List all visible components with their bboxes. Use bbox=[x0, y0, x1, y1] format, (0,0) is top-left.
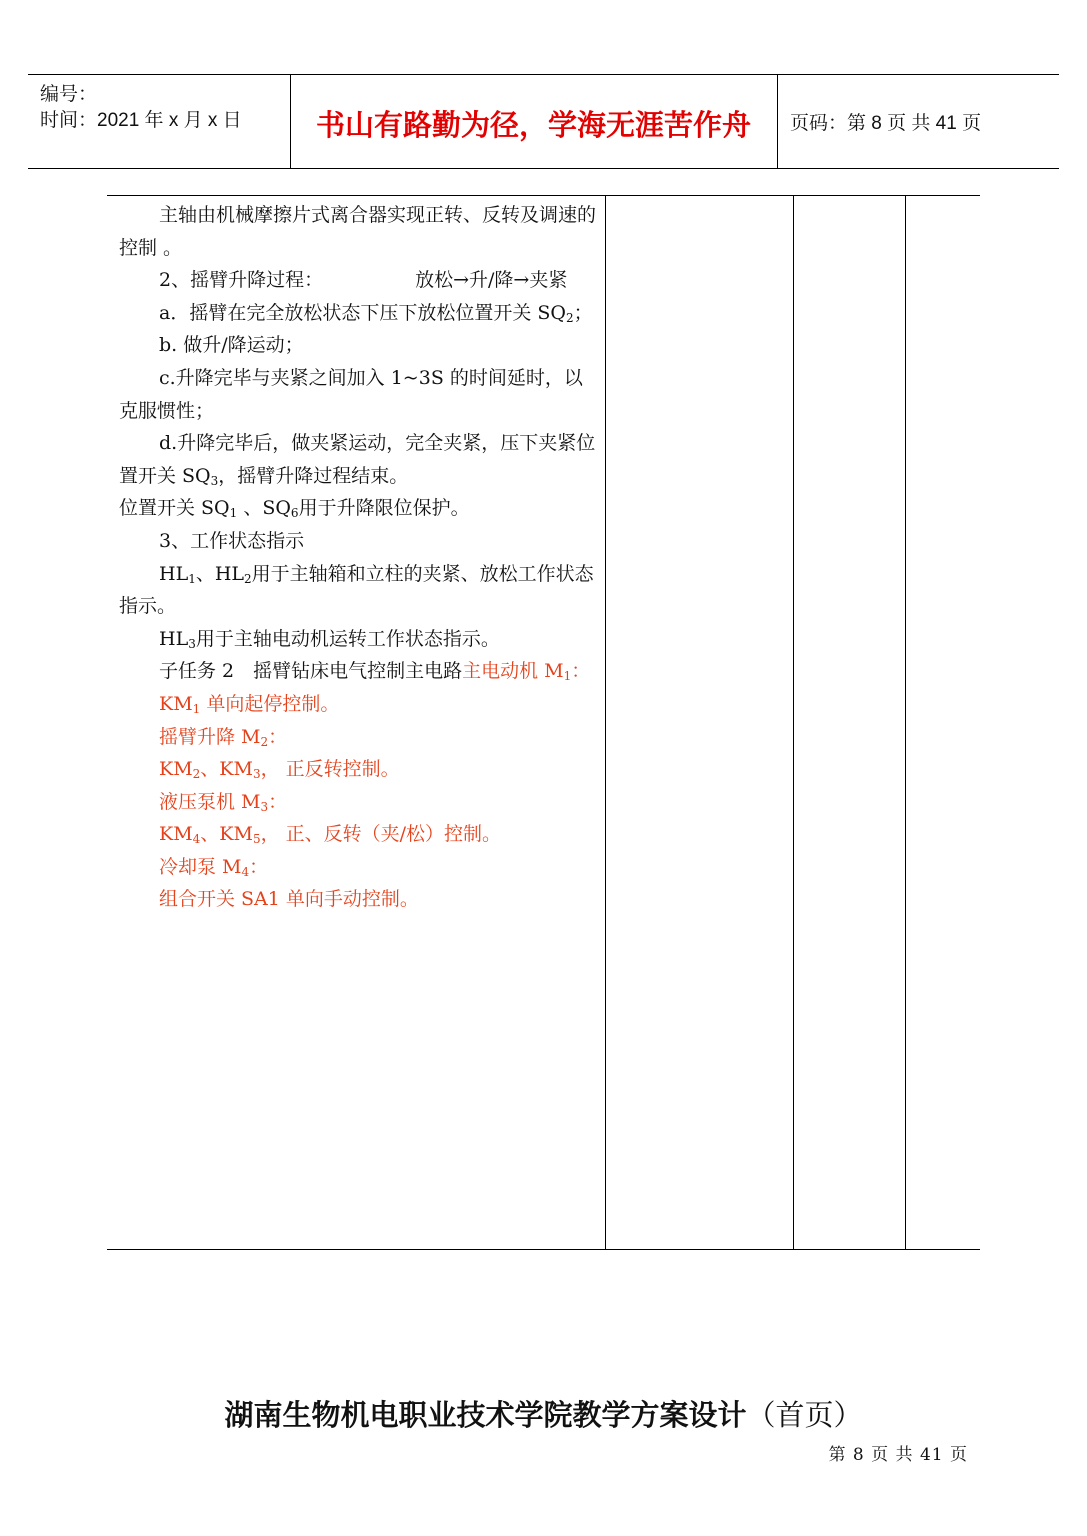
motto: 书山有路勤为径，学海无涯苦作舟 bbox=[315, 108, 751, 142]
column-divider bbox=[793, 196, 794, 1249]
lesson-content bbox=[119, 199, 597, 916]
footer-title bbox=[0, 1393, 1087, 1434]
paragraph: 主轴由机械摩擦片式离合器实现正转、反转及调速的控制 。 bbox=[119, 204, 597, 259]
paragraph: 位置开关 $SQ_1$ 、$SQ_6$用于升降限位保护。 bbox=[119, 497, 470, 521]
paragraph: 2、摇臂升降过程： 放松→升/降→夹紧 bbox=[159, 269, 568, 292]
date-label: 时间：2021 年 x 月 x 日 bbox=[40, 110, 242, 131]
paragraph: $HL_3$用于主轴电动机运转工作状态指示。 bbox=[159, 627, 500, 651]
page-header bbox=[28, 74, 1059, 169]
column-divider bbox=[905, 196, 906, 1249]
lesson-table bbox=[107, 195, 980, 1250]
paragraph: 冷却泵 $M_4$： bbox=[159, 855, 269, 879]
paragraph: 组合开关 SA1 单向手动控制。 bbox=[159, 888, 419, 911]
paragraph: c.升降完毕与夹紧之间加入 1~3S 的时间延时，以克服惯性； bbox=[119, 366, 583, 422]
paragraph: $KM_1$ 单向起停控制。 bbox=[159, 692, 340, 716]
subtask-heading: 子任务 2 摇臂钻床电气控制主电路主电动机 $M_1$： bbox=[159, 660, 591, 684]
paragraph: $HL_1$、$HL_2$用于主轴箱和立柱的夹紧、放松工作状态指示。 bbox=[119, 562, 594, 618]
paragraph: b. 做升/降运动； bbox=[159, 334, 304, 357]
page-info: 页码：第 8 页 共 41 页 bbox=[790, 113, 982, 134]
title-suffix: （首页） bbox=[746, 1398, 863, 1432]
institution-title: 湖南生物机电职业技术学院教学方案设计 bbox=[224, 1398, 747, 1432]
paragraph: $KM_4$、$KM_5$， 正、反转（夹/松）控制。 bbox=[159, 823, 502, 847]
paragraph: d.升降完毕后，做夹紧运动，完全夹紧，压下夹紧位置开关 $SQ_3$，摇臂升降过程结束。 bbox=[119, 432, 596, 488]
paragraph: a．摇臂在完全放松状态下压下放松位置开关 $SQ_2$； bbox=[159, 301, 593, 325]
header-page-cell bbox=[778, 75, 1059, 168]
paragraph: 液压泵机 $M_3$： bbox=[159, 790, 288, 814]
paragraph: $KM_2$、$KM_3$， 正反转控制。 bbox=[159, 758, 400, 782]
header-info-cell bbox=[28, 75, 291, 168]
column-divider bbox=[605, 196, 606, 1249]
header-motto-cell bbox=[290, 75, 778, 168]
paragraph: 摇臂升降 $M_2$： bbox=[159, 725, 288, 749]
footer-page-number: 第 8 页 共 41 页 bbox=[828, 1445, 968, 1465]
paragraph: 3、工作状态指示 bbox=[159, 529, 305, 552]
number-label: 编号： bbox=[40, 84, 98, 105]
